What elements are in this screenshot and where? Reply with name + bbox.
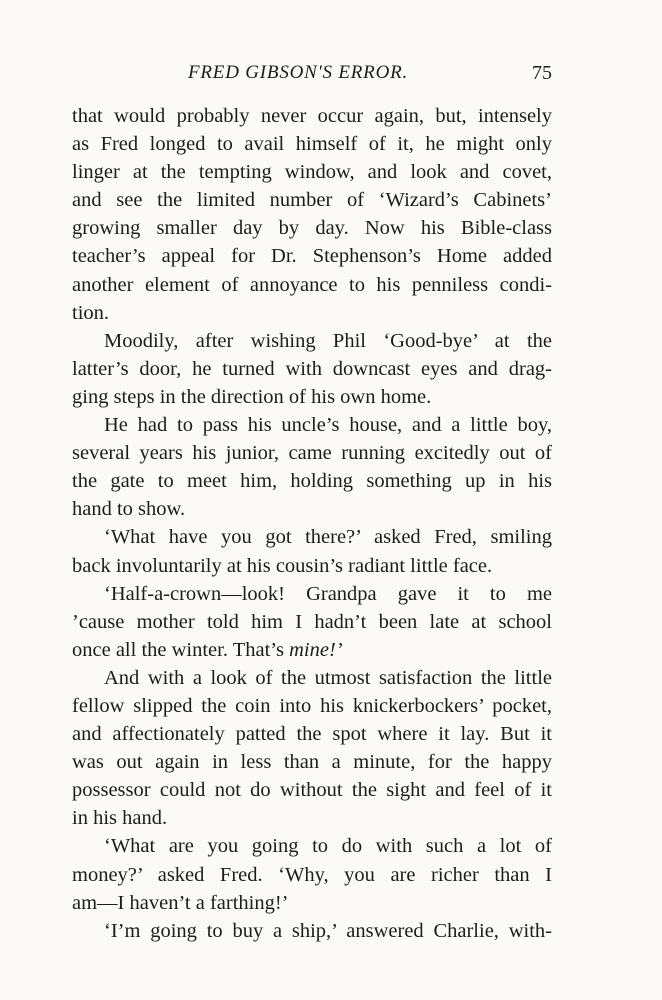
text-line (72, 636, 552, 664)
text-line: and affectionately patted the spot where it lay. But it (72, 723, 552, 746)
text-line: am—I haven’t a farthing!’ (72, 891, 289, 914)
paragraph-start-line: ‘I’m going to buy a ship,’ answered Charlie, with- (104, 919, 552, 942)
text-line: latter’s door, he turned with downcast eyes and drag- (72, 357, 552, 380)
paragraph-start-line: ‘What are you going to do with such a lot of (104, 835, 552, 858)
text-line: was out again in less than a minute, for the happy (72, 751, 552, 774)
line-text: once all the winter. That’s (72, 638, 290, 661)
page-number: 75 (532, 62, 552, 84)
paragraph-start-line: ‘Half-a-crown—look! Grandpa gave it to me (104, 582, 552, 605)
emphasized-word: mine!’ (289, 638, 343, 661)
text-line: another element of annoyance to his penniless condi- (72, 273, 552, 296)
text-line: fellow slipped the coin into his knickerbockers’ pocket, (72, 694, 552, 717)
text-line: the gate to meet him, holding something up in his (72, 470, 552, 493)
text-line: money?’ asked Fred. ‘Why, you are richer than I (72, 863, 552, 886)
text-line: that would probably never occur again, but, intensely (72, 105, 552, 127)
paragraph-start-line: And with a look of the utmost satisfaction the little (104, 666, 552, 689)
paragraph-start-line: ‘What have you got there?’ asked Fred, smiling (104, 526, 552, 549)
text-line: back involuntarily at his cousin’s radiant little face. (72, 554, 493, 577)
text-line: linger at the tempting window, and look and covet, (72, 161, 552, 184)
text-line: as Fred longed to avail himself of it, he might only (72, 133, 552, 156)
text-line: growing smaller day by day. Now his Bible-class (72, 217, 552, 240)
text-line: hand to show. (72, 498, 186, 521)
text-line: possessor could not do without the sight and feel of it (72, 779, 552, 802)
text-line: and see the limited number of ‘Wizard’s Cabinets’ (72, 189, 552, 212)
text-line: in his hand. (72, 807, 168, 830)
running-head (0, 62, 662, 92)
body-text (72, 102, 552, 945)
running-title: FRED GIBSON'S ERROR. (188, 62, 409, 83)
text-line: teacher’s appeal for Dr. Stephenson’s Home added (72, 245, 552, 268)
paragraph-start-line: Moodily, after wishing Phil ‘Good-bye’ at the (104, 329, 552, 352)
text-line: tion. (72, 301, 110, 324)
text-line: several years his junior, came running excitedly out of (72, 442, 552, 465)
text-line: ’cause mother told him I hadn’t been late at school (72, 610, 552, 633)
text-line: ging steps in the direction of his own home. (72, 385, 432, 408)
paragraph-start-line: He had to pass his uncle’s house, and a little boy, (104, 414, 552, 437)
